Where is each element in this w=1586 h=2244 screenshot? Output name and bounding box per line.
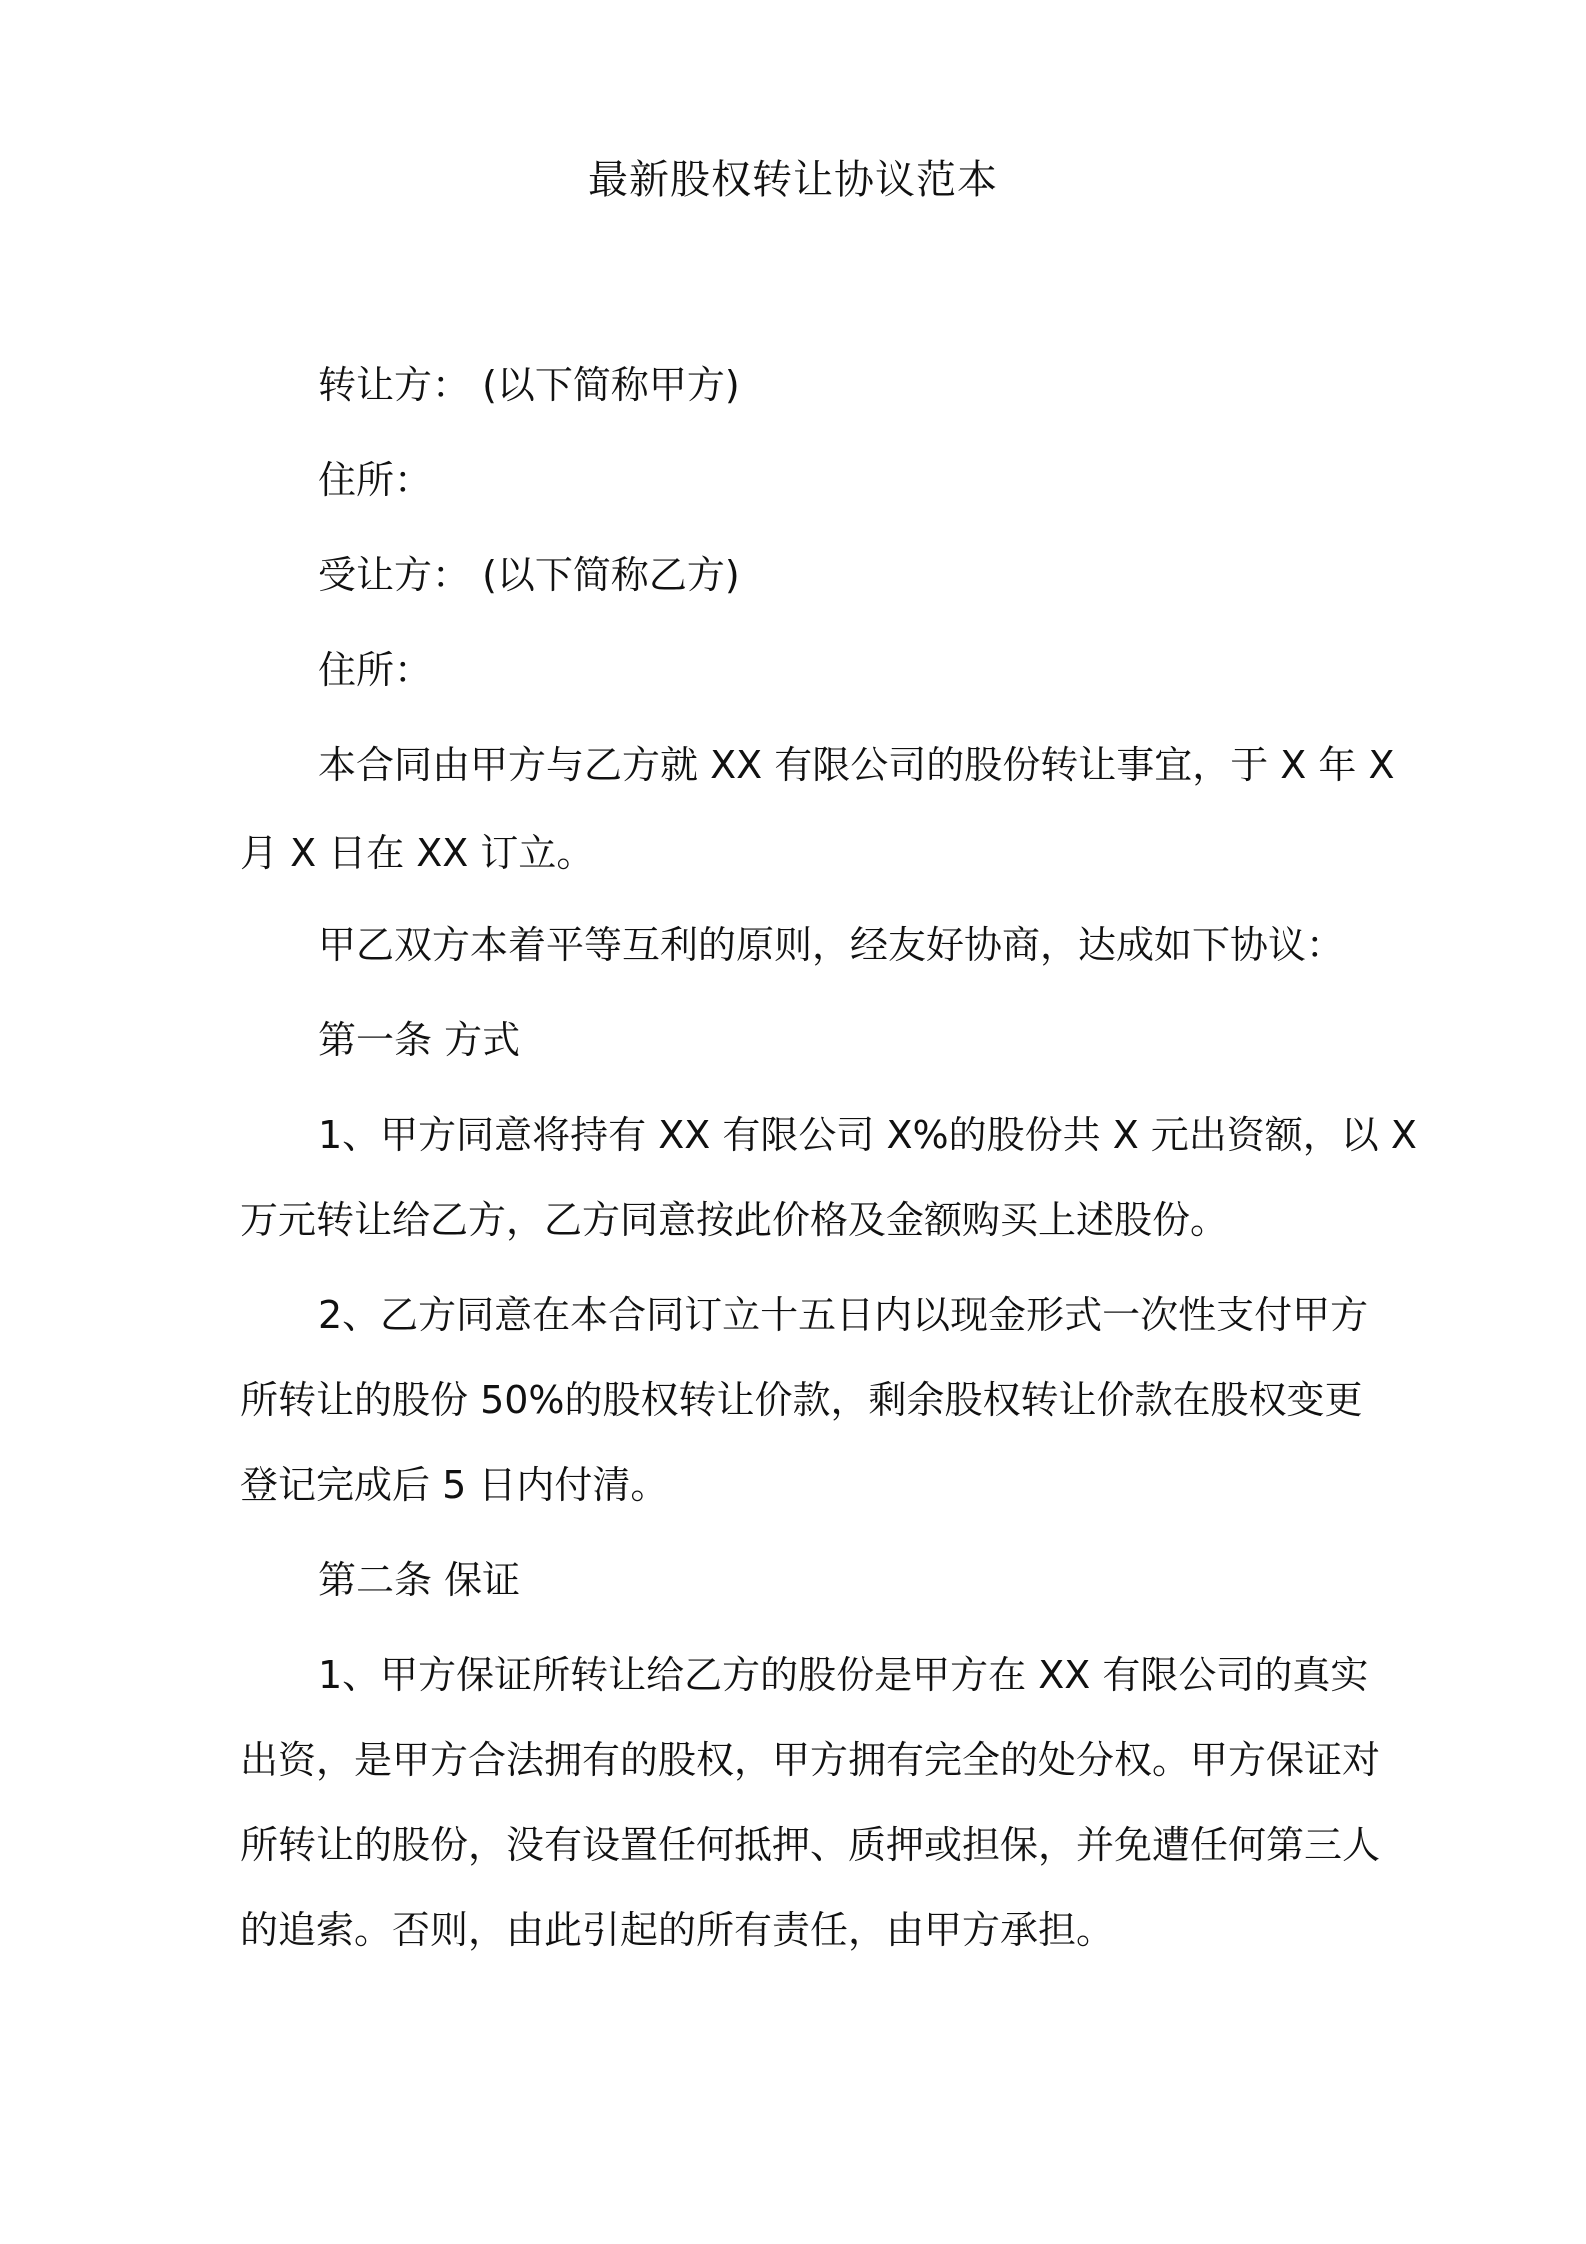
article-2-heading: 第二条 保证	[318, 1558, 521, 1602]
article-1-item-1-line-1: 1、甲方同意将持有 XX 有限公司 X%的股份共 X 元出资额，以 X	[318, 1113, 1417, 1157]
article-1-heading: 第一条 方式	[318, 1018, 521, 1062]
article-1-item-2-line-3: 登记完成后 5 日内付清。	[240, 1463, 669, 1507]
article-2-item-1-line-3: 所转让的股份，没有设置任何抵押、质押或担保，并免遭任何第三人	[240, 1823, 1381, 1867]
transferee-line: 受让方： (以下简称乙方)	[318, 553, 740, 597]
transferee-address-line: 住所：	[318, 648, 433, 692]
article-1-item-2-line-1: 2、乙方同意在本合同订立十五日内以现金形式一次性支付甲方	[318, 1293, 1369, 1337]
transferor-line: 转让方： (以下简称甲方)	[318, 363, 740, 407]
article-1-item-2-line-2: 所转让的股份 50%的股权转让价款，剩余股权转让价款在股权变更	[240, 1378, 1363, 1422]
article-2-item-1-line-4: 的追索。否则，由此引起的所有责任，由甲方承担。	[240, 1908, 1115, 1952]
article-1-item-1-line-2: 万元转让给乙方，乙方同意按此价格及金额购买上述股份。	[240, 1198, 1229, 1242]
article-2-item-1-line-1: 1、甲方保证所转让给乙方的股份是甲方在 XX 有限公司的真实	[318, 1653, 1369, 1697]
transferor-address-line: 住所：	[318, 458, 433, 502]
article-2-item-1-line-2: 出资，是甲方合法拥有的股权，甲方拥有完全的处分权。甲方保证对	[240, 1738, 1381, 1782]
intro-line-3: 甲乙双方本着平等互利的原则，经友好协商，达成如下协议：	[318, 923, 1345, 967]
intro-line-2: 月 X 日在 XX 订立。	[240, 831, 595, 875]
document-title: 最新股权转让协议范本	[588, 157, 998, 203]
intro-line-1: 本合同由甲方与乙方就 XX 有限公司的股份转让事宜，于 X 年 X	[318, 743, 1395, 787]
